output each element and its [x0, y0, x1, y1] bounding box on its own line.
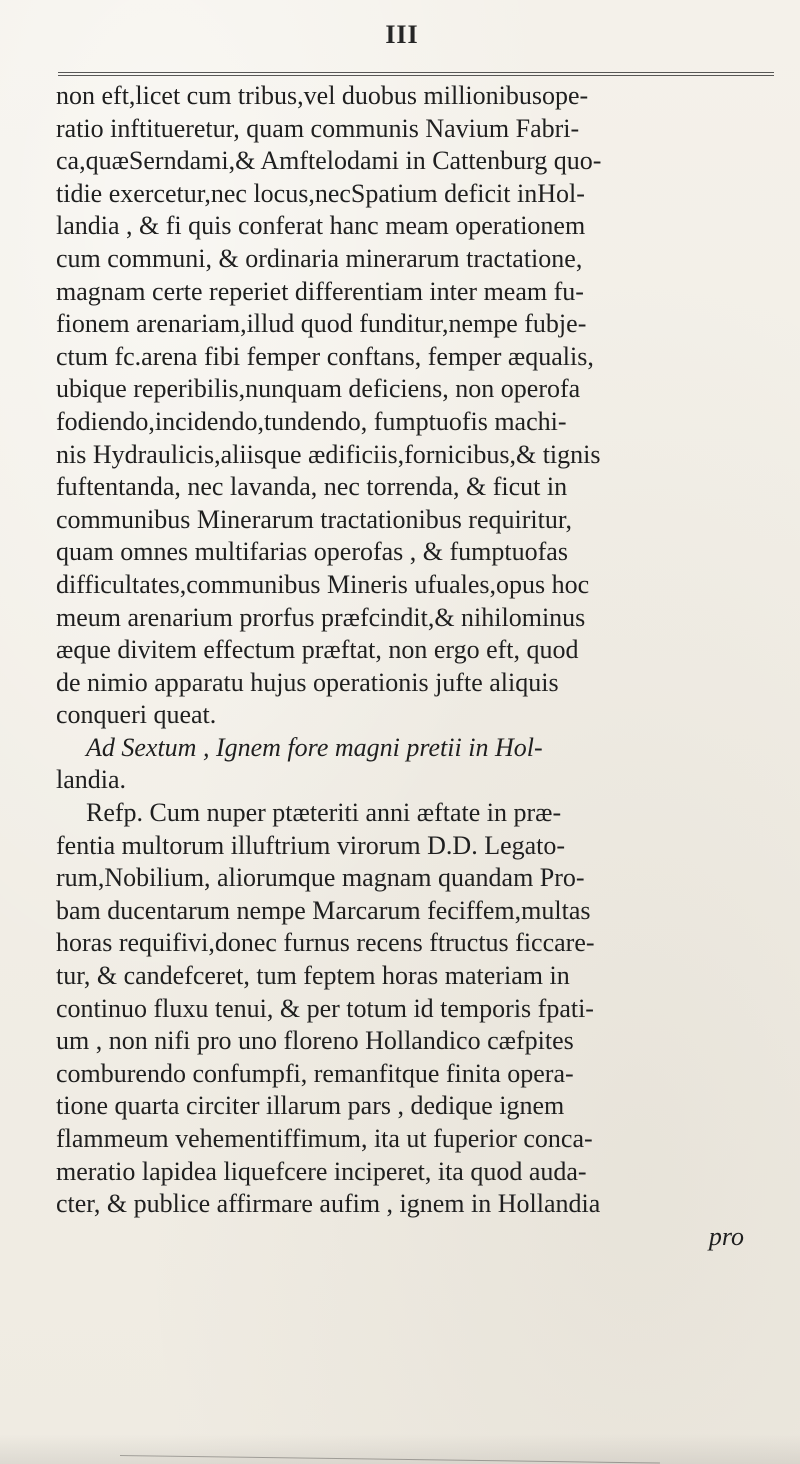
text-line: um , non nifi pro uno floreno Hollandico cæfpites [56, 1026, 574, 1056]
text-line: fionem arenariam,illud quod funditur,nempe fubje- [56, 309, 587, 339]
text-line: bam ducentarum nempe Marcarum feciffem,multas [56, 895, 591, 925]
text-line: magnam certe reperiet differentiam inter meam fu- [56, 276, 584, 306]
text-line: rum,Nobilium, aliorumque magnam quandam Pro- [56, 863, 585, 893]
text-line: æque divitem effectum præftat, non ergo eft, quod [56, 635, 579, 665]
page-number: III [385, 20, 419, 49]
text-line: meratio lapidea liquefcere inciperet, ita quod auda- [56, 1156, 587, 1186]
section-heading: Ad Sextum , Ignem fore magni pretii in Hol- [86, 732, 543, 762]
text-line: ratio inftitueretur, quam communis Navium Fabri- [56, 113, 580, 143]
text-line: ca,quæSerndami,& Amftelodami in Cattenburg quo- [56, 146, 602, 176]
text-line: difficultates,communibus Mineris ufuales,opus hoc [56, 569, 590, 599]
text-line: Refp. Cum nuper ptæteriti anni æftate in præ- [86, 798, 562, 828]
text-line: horas requifivi,donec furnus recens ftructus ficcare- [56, 928, 595, 958]
text-line: flammeum vehementiffimum, ita ut fuperior conca- [56, 1124, 593, 1153]
text-line: quam omnes multifarias operofas , & fumptuofas [56, 537, 568, 567]
body-text [56, 80, 786, 1253]
text-line: fuftentanda, nec lavanda, nec torrenda, & ficut in [56, 472, 568, 502]
text-line: ctum fc.arena fibi femper conftans, femper æqualis, [56, 341, 594, 371]
header-rule [58, 72, 774, 76]
text-line: comburendo confumpfi, remanfitque finita opera- [56, 1058, 574, 1088]
text-line: non eft,licet cum tribus,vel duobus millionibusope- [56, 81, 589, 110]
text-line: landia. [56, 765, 127, 795]
text-line: de nimio apparatu hujus operationis jufte aliquis [56, 667, 559, 697]
text-line: fodiendo,incidendo,tundendo, fumptuofis machi- [56, 406, 567, 436]
text-line: tidie exercetur,nec locus,necSpatium deficit inHol- [56, 178, 585, 208]
text-line: ubique reperibilis,nunquam deficiens, non operofa [56, 374, 581, 404]
text-line: meum arenarium prorfus præfcindit,& nihilominus [56, 602, 586, 632]
text-line: cum communi, & ordinaria minerarum tractatione, [56, 243, 583, 273]
text-line: continuo fluxu tenui, & per totum id temporis fpati- [56, 993, 594, 1023]
text-line: tione quarta circiter illarum pars , dedique ignem [56, 1091, 565, 1121]
text-line: cter, & publice affirmare aufim , ignem in Hollandia [56, 1189, 601, 1219]
text-line: communibus Minerarum tractationibus requiritur, [56, 504, 572, 534]
text-line: landia , & fi quis conferat hanc meam operationem [56, 211, 586, 241]
text-line: nis Hydraulicis,aliisque ædificiis,fornicibus,& tignis [56, 439, 601, 469]
text-line: tur, & candefceret, tum feptem horas materiam in [56, 961, 570, 991]
text-line: conqueri queat. [56, 700, 217, 730]
catchword: pro [708, 1221, 744, 1251]
text-line: fentia multorum illuftrium virorum D.D. Legato- [56, 830, 566, 860]
